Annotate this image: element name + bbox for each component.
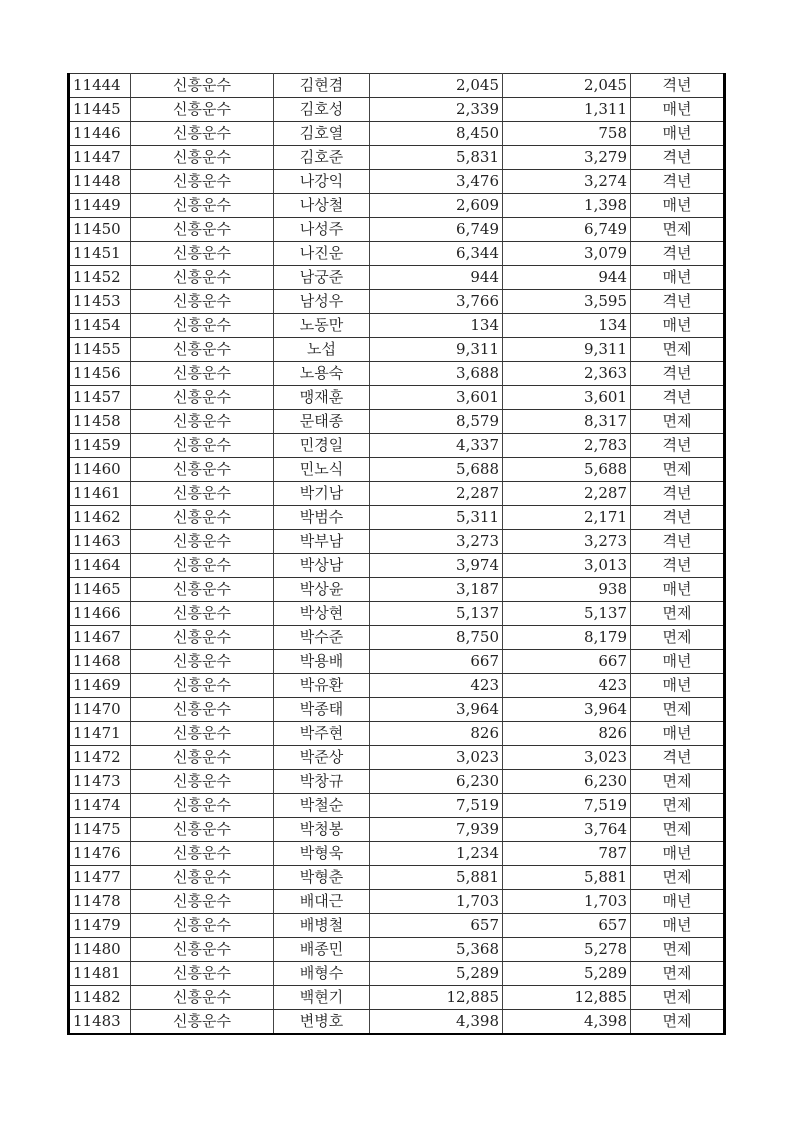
amount-cell: 657 — [370, 914, 503, 938]
amount-2-cell: 667 — [503, 650, 631, 674]
company-cell: 신흥운수 — [131, 938, 274, 962]
amount-cell: 3,476 — [370, 170, 503, 194]
row-id-cell: 11477 — [69, 866, 131, 890]
row-id-cell: 11459 — [69, 434, 131, 458]
amount-cell: 6,749 — [370, 218, 503, 242]
company-cell: 신흥운수 — [131, 218, 274, 242]
table-row — [69, 938, 725, 962]
amount-2-cell: 12,885 — [503, 986, 631, 1010]
amount-2-cell: 5,881 — [503, 866, 631, 890]
amount-2-cell: 6,749 — [503, 218, 631, 242]
amount-cell: 3,688 — [370, 362, 503, 386]
type-cell: 매년 — [631, 650, 725, 674]
name-cell: 나성주 — [274, 218, 370, 242]
row-id-cell: 11449 — [69, 194, 131, 218]
company-cell: 신흥운수 — [131, 242, 274, 266]
amount-2-cell: 3,013 — [503, 554, 631, 578]
table-row — [69, 194, 725, 218]
table-row — [69, 314, 725, 338]
amount-2-cell: 5,688 — [503, 458, 631, 482]
name-cell: 김현겸 — [274, 74, 370, 98]
amount-2-cell: 1,311 — [503, 98, 631, 122]
row-id-cell: 11452 — [69, 266, 131, 290]
name-cell: 박주현 — [274, 722, 370, 746]
name-cell: 박종태 — [274, 698, 370, 722]
table-row — [69, 266, 725, 290]
company-cell: 신흥운수 — [131, 170, 274, 194]
amount-cell: 3,766 — [370, 290, 503, 314]
type-cell: 면제 — [631, 794, 725, 818]
table-row — [69, 602, 725, 626]
table-row — [69, 890, 725, 914]
amount-cell: 2,339 — [370, 98, 503, 122]
type-cell: 매년 — [631, 890, 725, 914]
name-cell: 배병철 — [274, 914, 370, 938]
company-cell: 신흥운수 — [131, 386, 274, 410]
amount-cell: 3,974 — [370, 554, 503, 578]
type-cell: 매년 — [631, 266, 725, 290]
type-cell: 면제 — [631, 698, 725, 722]
type-cell: 격년 — [631, 434, 725, 458]
name-cell: 박기남 — [274, 482, 370, 506]
company-cell: 신흥운수 — [131, 122, 274, 146]
name-cell: 박창규 — [274, 770, 370, 794]
name-cell: 나강익 — [274, 170, 370, 194]
name-cell: 박형욱 — [274, 842, 370, 866]
type-cell: 면제 — [631, 626, 725, 650]
row-id-cell: 11455 — [69, 338, 131, 362]
type-cell: 격년 — [631, 170, 725, 194]
company-cell: 신흥운수 — [131, 578, 274, 602]
type-cell: 매년 — [631, 98, 725, 122]
amount-cell: 6,230 — [370, 770, 503, 794]
row-id-cell: 11470 — [69, 698, 131, 722]
amount-cell: 6,344 — [370, 242, 503, 266]
name-cell: 노섭 — [274, 338, 370, 362]
company-cell: 신흥운수 — [131, 434, 274, 458]
company-cell: 신흥운수 — [131, 1010, 274, 1035]
name-cell: 박유환 — [274, 674, 370, 698]
type-cell: 격년 — [631, 386, 725, 410]
amount-cell: 8,750 — [370, 626, 503, 650]
name-cell: 백현기 — [274, 986, 370, 1010]
amount-2-cell: 5,137 — [503, 602, 631, 626]
amount-cell: 826 — [370, 722, 503, 746]
type-cell: 면제 — [631, 770, 725, 794]
name-cell: 박부남 — [274, 530, 370, 554]
row-id-cell: 11462 — [69, 506, 131, 530]
row-id-cell: 11478 — [69, 890, 131, 914]
row-id-cell: 11469 — [69, 674, 131, 698]
name-cell: 박준상 — [274, 746, 370, 770]
table-row — [69, 866, 725, 890]
table-row — [69, 530, 725, 554]
table-row — [69, 434, 725, 458]
name-cell: 박상남 — [274, 554, 370, 578]
company-cell: 신흥운수 — [131, 986, 274, 1010]
type-cell: 매년 — [631, 122, 725, 146]
amount-cell: 3,601 — [370, 386, 503, 410]
table-row — [69, 770, 725, 794]
company-cell: 신흥운수 — [131, 194, 274, 218]
table-row — [69, 170, 725, 194]
name-cell: 남성우 — [274, 290, 370, 314]
type-cell: 매년 — [631, 194, 725, 218]
table-row — [69, 146, 725, 170]
amount-2-cell: 6,230 — [503, 770, 631, 794]
type-cell: 매년 — [631, 914, 725, 938]
amount-2-cell: 938 — [503, 578, 631, 602]
type-cell: 매년 — [631, 842, 725, 866]
amount-2-cell: 9,311 — [503, 338, 631, 362]
amount-cell: 2,609 — [370, 194, 503, 218]
company-cell: 신흥운수 — [131, 602, 274, 626]
type-cell: 면제 — [631, 986, 725, 1010]
table-row — [69, 1010, 725, 1035]
amount-2-cell: 7,519 — [503, 794, 631, 818]
amount-2-cell: 423 — [503, 674, 631, 698]
row-id-cell: 11456 — [69, 362, 131, 386]
row-id-cell: 11476 — [69, 842, 131, 866]
table-row — [69, 506, 725, 530]
row-id-cell: 11458 — [69, 410, 131, 434]
type-cell: 면제 — [631, 866, 725, 890]
table-row — [69, 986, 725, 1010]
amount-2-cell: 5,289 — [503, 962, 631, 986]
amount-cell: 9,311 — [370, 338, 503, 362]
row-id-cell: 11457 — [69, 386, 131, 410]
type-cell: 면제 — [631, 962, 725, 986]
name-cell: 민경일 — [274, 434, 370, 458]
name-cell: 배종민 — [274, 938, 370, 962]
type-cell: 면제 — [631, 410, 725, 434]
name-cell: 배형수 — [274, 962, 370, 986]
amount-cell: 3,023 — [370, 746, 503, 770]
amount-2-cell: 3,023 — [503, 746, 631, 770]
company-cell: 신흥운수 — [131, 626, 274, 650]
row-id-cell: 11450 — [69, 218, 131, 242]
table-row — [69, 458, 725, 482]
amount-cell: 2,287 — [370, 482, 503, 506]
amount-2-cell: 3,764 — [503, 818, 631, 842]
name-cell: 노용숙 — [274, 362, 370, 386]
company-cell: 신흥운수 — [131, 362, 274, 386]
name-cell: 김호성 — [274, 98, 370, 122]
row-id-cell: 11466 — [69, 602, 131, 626]
company-cell: 신흥운수 — [131, 530, 274, 554]
company-cell: 신흥운수 — [131, 650, 274, 674]
amount-2-cell: 5,278 — [503, 938, 631, 962]
type-cell: 면제 — [631, 338, 725, 362]
company-cell: 신흥운수 — [131, 290, 274, 314]
row-id-cell: 11481 — [69, 962, 131, 986]
row-id-cell: 11467 — [69, 626, 131, 650]
type-cell: 매년 — [631, 674, 725, 698]
type-cell: 격년 — [631, 530, 725, 554]
amount-2-cell: 8,317 — [503, 410, 631, 434]
amount-2-cell: 3,595 — [503, 290, 631, 314]
name-cell: 박범수 — [274, 506, 370, 530]
amount-2-cell: 2,287 — [503, 482, 631, 506]
company-cell: 신흥운수 — [131, 674, 274, 698]
amount-2-cell: 3,279 — [503, 146, 631, 170]
table-body — [69, 74, 725, 1035]
row-id-cell: 11465 — [69, 578, 131, 602]
type-cell: 면제 — [631, 938, 725, 962]
table-row — [69, 842, 725, 866]
type-cell: 면제 — [631, 602, 725, 626]
company-cell: 신흥운수 — [131, 962, 274, 986]
amount-2-cell: 3,964 — [503, 698, 631, 722]
company-cell: 신흥운수 — [131, 338, 274, 362]
row-id-cell: 11468 — [69, 650, 131, 674]
amount-cell: 667 — [370, 650, 503, 674]
table-row — [69, 290, 725, 314]
amount-cell: 3,187 — [370, 578, 503, 602]
name-cell: 박철순 — [274, 794, 370, 818]
amount-cell: 7,519 — [370, 794, 503, 818]
amount-2-cell: 3,273 — [503, 530, 631, 554]
row-id-cell: 11472 — [69, 746, 131, 770]
company-cell: 신흥운수 — [131, 890, 274, 914]
amount-cell: 5,311 — [370, 506, 503, 530]
amount-cell: 3,964 — [370, 698, 503, 722]
amount-cell: 5,831 — [370, 146, 503, 170]
name-cell: 나진운 — [274, 242, 370, 266]
name-cell: 나상철 — [274, 194, 370, 218]
row-id-cell: 11473 — [69, 770, 131, 794]
row-id-cell: 11483 — [69, 1010, 131, 1035]
type-cell: 격년 — [631, 74, 725, 98]
row-id-cell: 11464 — [69, 554, 131, 578]
amount-cell: 8,450 — [370, 122, 503, 146]
company-cell: 신흥운수 — [131, 74, 274, 98]
name-cell: 김호준 — [274, 146, 370, 170]
amount-2-cell: 134 — [503, 314, 631, 338]
type-cell: 격년 — [631, 746, 725, 770]
type-cell: 격년 — [631, 290, 725, 314]
name-cell: 배대근 — [274, 890, 370, 914]
name-cell: 남궁준 — [274, 266, 370, 290]
data-table — [67, 73, 726, 1035]
company-cell: 신흥운수 — [131, 146, 274, 170]
table-row — [69, 410, 725, 434]
table-row — [69, 338, 725, 362]
company-cell: 신흥운수 — [131, 770, 274, 794]
name-cell: 박용배 — [274, 650, 370, 674]
row-id-cell: 11454 — [69, 314, 131, 338]
row-id-cell: 11479 — [69, 914, 131, 938]
table-row — [69, 914, 725, 938]
company-cell: 신흥운수 — [131, 314, 274, 338]
row-id-cell: 11451 — [69, 242, 131, 266]
amount-2-cell: 2,171 — [503, 506, 631, 530]
company-cell: 신흥운수 — [131, 842, 274, 866]
company-cell: 신흥운수 — [131, 746, 274, 770]
row-id-cell: 11448 — [69, 170, 131, 194]
company-cell: 신흥운수 — [131, 506, 274, 530]
amount-2-cell: 3,079 — [503, 242, 631, 266]
type-cell: 면제 — [631, 218, 725, 242]
amount-2-cell: 8,179 — [503, 626, 631, 650]
table-row — [69, 578, 725, 602]
company-cell: 신흥운수 — [131, 698, 274, 722]
name-cell: 김호열 — [274, 122, 370, 146]
name-cell: 박상현 — [274, 602, 370, 626]
name-cell: 변병호 — [274, 1010, 370, 1035]
amount-2-cell: 2,783 — [503, 434, 631, 458]
table-row — [69, 242, 725, 266]
name-cell: 노동만 — [274, 314, 370, 338]
row-id-cell: 11444 — [69, 74, 131, 98]
table-row — [69, 362, 725, 386]
amount-cell: 1,703 — [370, 890, 503, 914]
row-id-cell: 11446 — [69, 122, 131, 146]
name-cell: 박수준 — [274, 626, 370, 650]
amount-cell: 5,137 — [370, 602, 503, 626]
table-row — [69, 386, 725, 410]
row-id-cell: 11453 — [69, 290, 131, 314]
amount-cell: 423 — [370, 674, 503, 698]
amount-cell: 5,881 — [370, 866, 503, 890]
amount-cell: 4,398 — [370, 1010, 503, 1035]
amount-cell: 5,289 — [370, 962, 503, 986]
amount-cell: 5,368 — [370, 938, 503, 962]
amount-cell: 8,579 — [370, 410, 503, 434]
amount-cell: 3,273 — [370, 530, 503, 554]
name-cell: 박청봉 — [274, 818, 370, 842]
type-cell: 격년 — [631, 242, 725, 266]
row-id-cell: 11460 — [69, 458, 131, 482]
amount-2-cell: 3,274 — [503, 170, 631, 194]
type-cell: 격년 — [631, 554, 725, 578]
type-cell: 격년 — [631, 482, 725, 506]
company-cell: 신흥운수 — [131, 866, 274, 890]
amount-cell: 7,939 — [370, 818, 503, 842]
amount-cell: 944 — [370, 266, 503, 290]
name-cell: 문태종 — [274, 410, 370, 434]
row-id-cell: 11480 — [69, 938, 131, 962]
amount-2-cell: 1,703 — [503, 890, 631, 914]
table-row — [69, 122, 725, 146]
amount-2-cell: 787 — [503, 842, 631, 866]
row-id-cell: 11463 — [69, 530, 131, 554]
row-id-cell: 11445 — [69, 98, 131, 122]
type-cell: 면제 — [631, 1010, 725, 1035]
type-cell: 격년 — [631, 146, 725, 170]
table-row — [69, 98, 725, 122]
amount-2-cell: 944 — [503, 266, 631, 290]
company-cell: 신흥운수 — [131, 722, 274, 746]
amount-2-cell: 1,398 — [503, 194, 631, 218]
table-row — [69, 482, 725, 506]
company-cell: 신흥운수 — [131, 482, 274, 506]
name-cell: 박형춘 — [274, 866, 370, 890]
type-cell: 면제 — [631, 818, 725, 842]
amount-cell: 2,045 — [370, 74, 503, 98]
row-id-cell: 11461 — [69, 482, 131, 506]
table-row — [69, 722, 725, 746]
company-cell: 신흥운수 — [131, 458, 274, 482]
company-cell: 신흥운수 — [131, 98, 274, 122]
amount-cell: 4,337 — [370, 434, 503, 458]
table-row — [69, 674, 725, 698]
row-id-cell: 11475 — [69, 818, 131, 842]
table-row — [69, 74, 725, 98]
amount-2-cell: 657 — [503, 914, 631, 938]
table-row — [69, 218, 725, 242]
table-row — [69, 962, 725, 986]
type-cell: 매년 — [631, 722, 725, 746]
table-row — [69, 650, 725, 674]
amount-2-cell: 826 — [503, 722, 631, 746]
company-cell: 신흥운수 — [131, 554, 274, 578]
amount-2-cell: 758 — [503, 122, 631, 146]
amount-2-cell: 3,601 — [503, 386, 631, 410]
amount-2-cell: 2,045 — [503, 74, 631, 98]
type-cell: 매년 — [631, 314, 725, 338]
name-cell: 맹재훈 — [274, 386, 370, 410]
name-cell: 민노식 — [274, 458, 370, 482]
table-row — [69, 794, 725, 818]
table-row — [69, 818, 725, 842]
name-cell: 박상윤 — [274, 578, 370, 602]
amount-cell: 1,234 — [370, 842, 503, 866]
amount-cell: 5,688 — [370, 458, 503, 482]
amount-2-cell: 2,363 — [503, 362, 631, 386]
row-id-cell: 11474 — [69, 794, 131, 818]
type-cell: 격년 — [631, 506, 725, 530]
company-cell: 신흥운수 — [131, 818, 274, 842]
row-id-cell: 11471 — [69, 722, 131, 746]
table-row — [69, 626, 725, 650]
company-cell: 신흥운수 — [131, 794, 274, 818]
row-id-cell: 11482 — [69, 986, 131, 1010]
company-cell: 신흥운수 — [131, 266, 274, 290]
type-cell: 매년 — [631, 578, 725, 602]
amount-cell: 134 — [370, 314, 503, 338]
table-row — [69, 554, 725, 578]
table-row — [69, 746, 725, 770]
table-row — [69, 698, 725, 722]
amount-cell: 12,885 — [370, 986, 503, 1010]
type-cell: 격년 — [631, 362, 725, 386]
amount-2-cell: 4,398 — [503, 1010, 631, 1035]
type-cell: 면제 — [631, 458, 725, 482]
row-id-cell: 11447 — [69, 146, 131, 170]
company-cell: 신흥운수 — [131, 410, 274, 434]
company-cell: 신흥운수 — [131, 914, 274, 938]
